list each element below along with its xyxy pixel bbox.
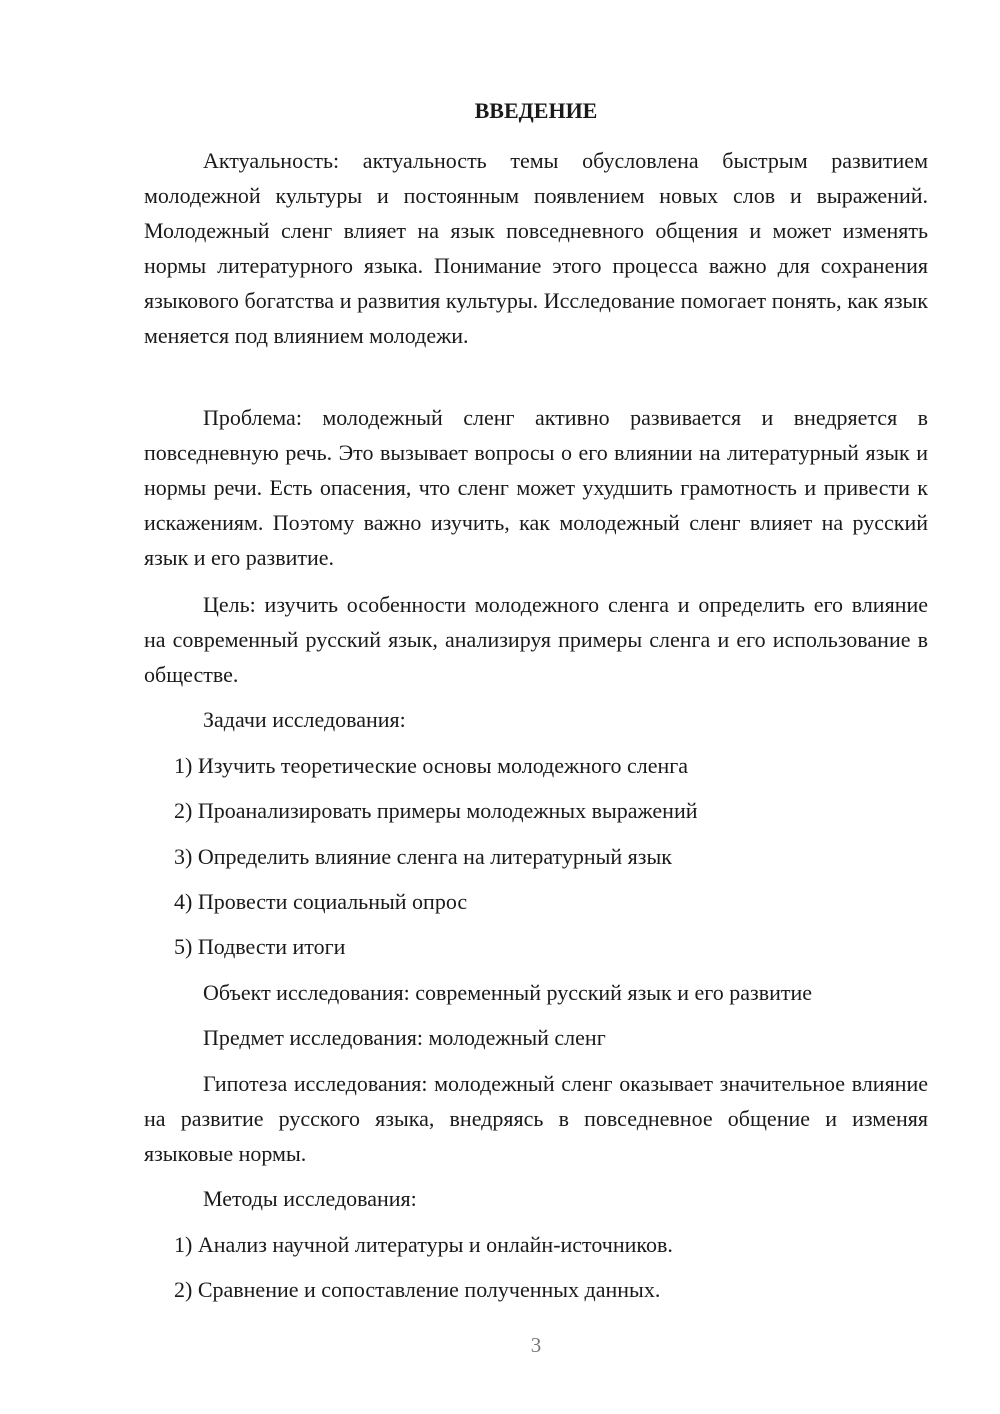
relevance-paragraph: Актуальность: актуальность темы обусловлена быстрым развитием молодежной культуры и постоянным появлением новых слов и выражений. Молодежный сленг влияет на язык повседневного общения и может изменять нормы литературного языка. Понимание этого процесса важно для сохранения языкового богатства и развития культуры. Исследование помогает понять, как язык меняется под влиянием молодежи.	[144, 148, 928, 348]
task-item: 1) Изучить теоретические основы молодежного сленга	[174, 753, 689, 778]
research-object: Объект исследования: современный русский язык и его развитие	[203, 980, 813, 1005]
task-item: 5) Подвести итоги	[174, 934, 346, 959]
task-item: 2) Проанализировать примеры молодежных выражений	[174, 798, 698, 823]
page-title: ВВЕДЕНИЕ	[474, 98, 598, 123]
task-item: 4) Провести социальный опрос	[174, 889, 468, 914]
method-item: 2) Сравнение и сопоставление полученных данных.	[174, 1277, 661, 1302]
tasks-heading: Задачи исследования:	[203, 707, 406, 732]
methods-heading: Методы исследования:	[203, 1186, 417, 1211]
problem-paragraph: Проблема: молодежный сленг активно развивается и внедряется в повседневную речь. Это вызывает вопросы о его влиянии на литературный язык и нормы речи. Есть опасения, что сленг может ухудшить грамотность и привести к искажениям. Поэтому важно изучить, как молодежный сленг влияет на русский язык и его развитие.	[144, 405, 928, 570]
task-item: 3) Определить влияние сленга на литературный язык	[174, 844, 672, 869]
document-page	[144, 0, 928, 1414]
goal-paragraph: Цель: изучить особенности молодежного сленга и определить его влияние на современный русский язык, анализируя примеры сленга и его использование в обществе.	[144, 592, 928, 687]
research-subject: Предмет исследования: молодежный сленг	[203, 1025, 606, 1050]
hypothesis-paragraph: Гипотеза исследования: молодежный сленг оказывает значительное влияние на развитие русского языка, внедряясь в повседневное общение и изменяя языковые нормы.	[144, 1071, 928, 1166]
page-number: 3	[530, 1333, 542, 1357]
method-item: 1) Анализ научной литературы и онлайн-источников.	[174, 1232, 673, 1257]
